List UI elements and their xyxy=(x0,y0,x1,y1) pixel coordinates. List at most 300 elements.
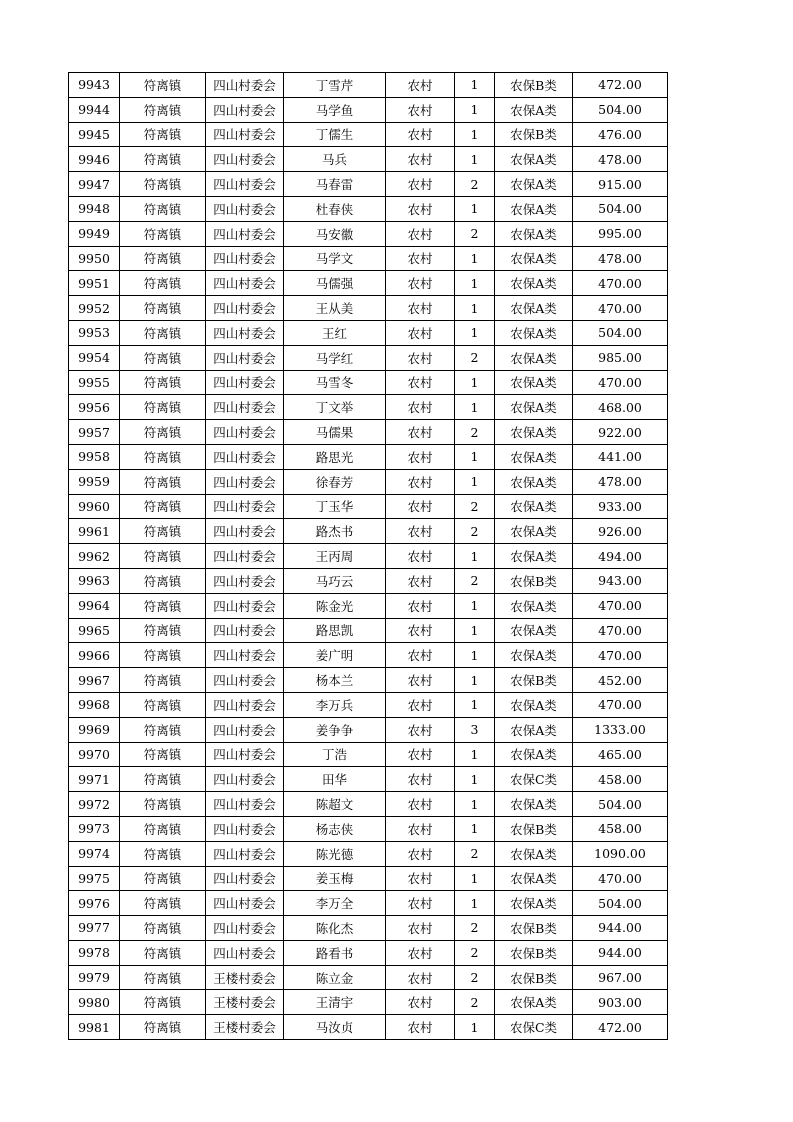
area-type-cell: 农村 xyxy=(386,494,455,519)
row-number-cell: 9945 xyxy=(69,122,120,147)
insurance-category-cell: 农保B类 xyxy=(495,73,573,98)
village-committee-cell: 四山村委会 xyxy=(206,544,284,569)
village-committee-cell: 四山村委会 xyxy=(206,395,284,420)
table-row xyxy=(69,296,668,321)
row-number-cell: 9962 xyxy=(69,544,120,569)
household-count-cell: 1 xyxy=(455,271,495,296)
household-count-cell: 1 xyxy=(455,891,495,916)
village-committee-cell: 四山村委会 xyxy=(206,668,284,693)
area-type-cell: 农村 xyxy=(386,73,455,98)
village-committee-cell: 四山村委会 xyxy=(206,221,284,246)
row-number-cell: 9952 xyxy=(69,296,120,321)
name-cell: 马巧云 xyxy=(284,568,386,593)
area-type-cell: 农村 xyxy=(386,469,455,494)
area-type-cell: 农村 xyxy=(386,668,455,693)
table-row xyxy=(69,717,668,742)
name-cell: 路杰书 xyxy=(284,519,386,544)
village-committee-cell: 王楼村委会 xyxy=(206,990,284,1015)
town-cell: 符离镇 xyxy=(120,544,206,569)
household-count-cell: 1 xyxy=(455,544,495,569)
town-cell: 符离镇 xyxy=(120,345,206,370)
area-type-cell: 农村 xyxy=(386,618,455,643)
table-row xyxy=(69,221,668,246)
table-row xyxy=(69,122,668,147)
name-cell: 陈化杰 xyxy=(284,916,386,941)
amount-cell: 943.00 xyxy=(573,568,668,593)
insurance-category-cell: 农保B类 xyxy=(495,668,573,693)
table-row xyxy=(69,841,668,866)
area-type-cell: 农村 xyxy=(386,568,455,593)
area-type-cell: 农村 xyxy=(386,1015,455,1040)
insurance-category-cell: 农保A类 xyxy=(495,717,573,742)
household-count-cell: 1 xyxy=(455,147,495,172)
area-type-cell: 农村 xyxy=(386,147,455,172)
table-row xyxy=(69,568,668,593)
amount-cell: 967.00 xyxy=(573,965,668,990)
town-cell: 符离镇 xyxy=(120,891,206,916)
insurance-category-cell: 农保A类 xyxy=(495,792,573,817)
area-type-cell: 农村 xyxy=(386,296,455,321)
town-cell: 符离镇 xyxy=(120,643,206,668)
name-cell: 李万全 xyxy=(284,891,386,916)
table-row xyxy=(69,172,668,197)
town-cell: 符离镇 xyxy=(120,618,206,643)
table-row xyxy=(69,395,668,420)
insurance-category-cell: 农保B类 xyxy=(495,816,573,841)
household-count-cell: 1 xyxy=(455,122,495,147)
row-number-cell: 9975 xyxy=(69,866,120,891)
household-count-cell: 2 xyxy=(455,420,495,445)
row-number-cell: 9971 xyxy=(69,767,120,792)
area-type-cell: 农村 xyxy=(386,792,455,817)
row-number-cell: 9969 xyxy=(69,717,120,742)
household-count-cell: 1 xyxy=(455,668,495,693)
name-cell: 姜争争 xyxy=(284,717,386,742)
table-row xyxy=(69,940,668,965)
household-count-cell: 1 xyxy=(455,196,495,221)
village-committee-cell: 四山村委会 xyxy=(206,916,284,941)
insurance-category-cell: 农保A类 xyxy=(495,593,573,618)
village-committee-cell: 四山村委会 xyxy=(206,469,284,494)
insurance-category-cell: 农保A类 xyxy=(495,221,573,246)
amount-cell: 478.00 xyxy=(573,469,668,494)
row-number-cell: 9963 xyxy=(69,568,120,593)
village-committee-cell: 四山村委会 xyxy=(206,73,284,98)
row-number-cell: 9949 xyxy=(69,221,120,246)
household-count-cell: 3 xyxy=(455,717,495,742)
row-number-cell: 9957 xyxy=(69,420,120,445)
table-row xyxy=(69,494,668,519)
town-cell: 符离镇 xyxy=(120,320,206,345)
household-count-cell: 1 xyxy=(455,296,495,321)
table-row xyxy=(69,370,668,395)
town-cell: 符离镇 xyxy=(120,816,206,841)
household-count-cell: 1 xyxy=(455,816,495,841)
name-cell: 姜广明 xyxy=(284,643,386,668)
row-number-cell: 9972 xyxy=(69,792,120,817)
name-cell: 杨志侠 xyxy=(284,816,386,841)
village-committee-cell: 四山村委会 xyxy=(206,841,284,866)
amount-cell: 944.00 xyxy=(573,916,668,941)
name-cell: 徐春芳 xyxy=(284,469,386,494)
area-type-cell: 农村 xyxy=(386,742,455,767)
name-cell: 路看书 xyxy=(284,940,386,965)
area-type-cell: 农村 xyxy=(386,816,455,841)
amount-cell: 478.00 xyxy=(573,147,668,172)
area-type-cell: 农村 xyxy=(386,544,455,569)
table-row xyxy=(69,97,668,122)
household-count-cell: 1 xyxy=(455,618,495,643)
insurance-category-cell: 农保A类 xyxy=(495,196,573,221)
village-committee-cell: 王楼村委会 xyxy=(206,1015,284,1040)
household-count-cell: 2 xyxy=(455,221,495,246)
village-committee-cell: 四山村委会 xyxy=(206,568,284,593)
amount-cell: 470.00 xyxy=(573,370,668,395)
amount-cell: 1090.00 xyxy=(573,841,668,866)
area-type-cell: 农村 xyxy=(386,97,455,122)
town-cell: 符离镇 xyxy=(120,395,206,420)
table-row xyxy=(69,444,668,469)
name-cell: 马安徽 xyxy=(284,221,386,246)
village-committee-cell: 四山村委会 xyxy=(206,717,284,742)
table-row xyxy=(69,816,668,841)
household-count-cell: 2 xyxy=(455,916,495,941)
name-cell: 王清宇 xyxy=(284,990,386,1015)
name-cell: 丁儒生 xyxy=(284,122,386,147)
table-row xyxy=(69,320,668,345)
amount-cell: 922.00 xyxy=(573,420,668,445)
table-row xyxy=(69,792,668,817)
table-row xyxy=(69,469,668,494)
name-cell: 王红 xyxy=(284,320,386,345)
household-count-cell: 1 xyxy=(455,320,495,345)
insurance-category-cell: 农保A类 xyxy=(495,246,573,271)
area-type-cell: 农村 xyxy=(386,916,455,941)
row-number-cell: 9944 xyxy=(69,97,120,122)
row-number-cell: 9979 xyxy=(69,965,120,990)
table-row xyxy=(69,668,668,693)
area-type-cell: 农村 xyxy=(386,891,455,916)
row-number-cell: 9974 xyxy=(69,841,120,866)
insurance-category-cell: 农保A类 xyxy=(495,891,573,916)
village-committee-cell: 四山村委会 xyxy=(206,122,284,147)
insurance-category-cell: 农保A类 xyxy=(495,643,573,668)
amount-cell: 903.00 xyxy=(573,990,668,1015)
household-count-cell: 1 xyxy=(455,742,495,767)
name-cell: 马学红 xyxy=(284,345,386,370)
table-row xyxy=(69,420,668,445)
area-type-cell: 农村 xyxy=(386,370,455,395)
amount-cell: 470.00 xyxy=(573,692,668,717)
town-cell: 符离镇 xyxy=(120,990,206,1015)
area-type-cell: 农村 xyxy=(386,345,455,370)
village-committee-cell: 四山村委会 xyxy=(206,767,284,792)
insurance-category-cell: 农保A类 xyxy=(495,544,573,569)
row-number-cell: 9981 xyxy=(69,1015,120,1040)
amount-cell: 494.00 xyxy=(573,544,668,569)
village-committee-cell: 四山村委会 xyxy=(206,420,284,445)
row-number-cell: 9970 xyxy=(69,742,120,767)
row-number-cell: 9967 xyxy=(69,668,120,693)
household-count-cell: 1 xyxy=(455,643,495,668)
household-count-cell: 1 xyxy=(455,246,495,271)
name-cell: 田华 xyxy=(284,767,386,792)
name-cell: 马春雷 xyxy=(284,172,386,197)
amount-cell: 470.00 xyxy=(573,618,668,643)
town-cell: 符离镇 xyxy=(120,593,206,618)
area-type-cell: 农村 xyxy=(386,767,455,792)
amount-cell: 441.00 xyxy=(573,444,668,469)
name-cell: 路思光 xyxy=(284,444,386,469)
amount-cell: 926.00 xyxy=(573,519,668,544)
insurance-category-cell: 农保A类 xyxy=(495,320,573,345)
insurance-category-cell: 农保A类 xyxy=(495,370,573,395)
table-row xyxy=(69,916,668,941)
town-cell: 符离镇 xyxy=(120,494,206,519)
village-committee-cell: 四山村委会 xyxy=(206,296,284,321)
row-number-cell: 9946 xyxy=(69,147,120,172)
town-cell: 符离镇 xyxy=(120,444,206,469)
insurance-category-cell: 农保A类 xyxy=(495,172,573,197)
area-type-cell: 农村 xyxy=(386,196,455,221)
amount-cell: 504.00 xyxy=(573,320,668,345)
area-type-cell: 农村 xyxy=(386,395,455,420)
town-cell: 符离镇 xyxy=(120,668,206,693)
amount-cell: 465.00 xyxy=(573,742,668,767)
table-row xyxy=(69,742,668,767)
name-cell: 杨本兰 xyxy=(284,668,386,693)
row-number-cell: 9954 xyxy=(69,345,120,370)
row-number-cell: 9976 xyxy=(69,891,120,916)
table-row xyxy=(69,692,668,717)
town-cell: 符离镇 xyxy=(120,122,206,147)
household-count-cell: 1 xyxy=(455,370,495,395)
name-cell: 马兵 xyxy=(284,147,386,172)
insurance-category-cell: 农保A类 xyxy=(495,519,573,544)
table-row xyxy=(69,593,668,618)
village-committee-cell: 四山村委会 xyxy=(206,792,284,817)
village-committee-cell: 四山村委会 xyxy=(206,816,284,841)
table-row xyxy=(69,246,668,271)
insurance-category-cell: 农保A类 xyxy=(495,97,573,122)
household-count-cell: 2 xyxy=(455,568,495,593)
household-count-cell: 2 xyxy=(455,940,495,965)
village-committee-cell: 四山村委会 xyxy=(206,345,284,370)
town-cell: 符离镇 xyxy=(120,866,206,891)
table-row xyxy=(69,544,668,569)
name-cell: 丁浩 xyxy=(284,742,386,767)
household-count-cell: 2 xyxy=(455,494,495,519)
row-number-cell: 9973 xyxy=(69,816,120,841)
insurance-category-cell: 农保A类 xyxy=(495,271,573,296)
household-count-cell: 1 xyxy=(455,767,495,792)
insurance-category-cell: 农保C类 xyxy=(495,1015,573,1040)
table-row xyxy=(69,271,668,296)
row-number-cell: 9953 xyxy=(69,320,120,345)
amount-cell: 472.00 xyxy=(573,73,668,98)
table-row xyxy=(69,519,668,544)
village-committee-cell: 四山村委会 xyxy=(206,692,284,717)
name-cell: 王从美 xyxy=(284,296,386,321)
village-committee-cell: 四山村委会 xyxy=(206,866,284,891)
table-row xyxy=(69,345,668,370)
village-committee-cell: 四山村委会 xyxy=(206,97,284,122)
household-count-cell: 1 xyxy=(455,593,495,618)
table-row xyxy=(69,891,668,916)
row-number-cell: 9968 xyxy=(69,692,120,717)
town-cell: 符离镇 xyxy=(120,172,206,197)
amount-cell: 470.00 xyxy=(573,296,668,321)
table-row xyxy=(69,618,668,643)
town-cell: 符离镇 xyxy=(120,420,206,445)
amount-cell: 458.00 xyxy=(573,816,668,841)
row-number-cell: 9965 xyxy=(69,618,120,643)
area-type-cell: 农村 xyxy=(386,221,455,246)
town-cell: 符离镇 xyxy=(120,370,206,395)
town-cell: 符离镇 xyxy=(120,568,206,593)
household-count-cell: 1 xyxy=(455,792,495,817)
household-count-cell: 1 xyxy=(455,866,495,891)
household-count-cell: 1 xyxy=(455,97,495,122)
insurance-category-cell: 农保A类 xyxy=(495,866,573,891)
amount-cell: 504.00 xyxy=(573,891,668,916)
town-cell: 符离镇 xyxy=(120,792,206,817)
name-cell: 马儒强 xyxy=(284,271,386,296)
row-number-cell: 9964 xyxy=(69,593,120,618)
village-committee-cell: 王楼村委会 xyxy=(206,965,284,990)
name-cell: 陈金光 xyxy=(284,593,386,618)
name-cell: 丁玉华 xyxy=(284,494,386,519)
insurance-category-cell: 农保B类 xyxy=(495,940,573,965)
area-type-cell: 农村 xyxy=(386,841,455,866)
household-count-cell: 1 xyxy=(455,469,495,494)
table-row xyxy=(69,73,668,98)
area-type-cell: 农村 xyxy=(386,320,455,345)
household-count-cell: 2 xyxy=(455,172,495,197)
village-committee-cell: 四山村委会 xyxy=(206,271,284,296)
row-number-cell: 9951 xyxy=(69,271,120,296)
row-number-cell: 9977 xyxy=(69,916,120,941)
town-cell: 符离镇 xyxy=(120,841,206,866)
village-committee-cell: 四山村委会 xyxy=(206,147,284,172)
insurance-category-cell: 农保A类 xyxy=(495,147,573,172)
village-committee-cell: 四山村委会 xyxy=(206,320,284,345)
town-cell: 符离镇 xyxy=(120,940,206,965)
name-cell: 王丙周 xyxy=(284,544,386,569)
household-count-cell: 2 xyxy=(455,345,495,370)
row-number-cell: 9959 xyxy=(69,469,120,494)
row-number-cell: 9980 xyxy=(69,990,120,1015)
insurance-category-cell: 农保A类 xyxy=(495,345,573,370)
amount-cell: 478.00 xyxy=(573,246,668,271)
town-cell: 符离镇 xyxy=(120,246,206,271)
household-count-cell: 1 xyxy=(455,395,495,420)
name-cell: 路思凯 xyxy=(284,618,386,643)
area-type-cell: 农村 xyxy=(386,420,455,445)
name-cell: 杜春侠 xyxy=(284,196,386,221)
area-type-cell: 农村 xyxy=(386,519,455,544)
name-cell: 马汝贞 xyxy=(284,1015,386,1040)
amount-cell: 504.00 xyxy=(573,97,668,122)
area-type-cell: 农村 xyxy=(386,717,455,742)
amount-cell: 933.00 xyxy=(573,494,668,519)
insurance-category-cell: 农保A类 xyxy=(495,469,573,494)
area-type-cell: 农村 xyxy=(386,246,455,271)
amount-cell: 985.00 xyxy=(573,345,668,370)
town-cell: 符离镇 xyxy=(120,271,206,296)
area-type-cell: 农村 xyxy=(386,271,455,296)
town-cell: 符离镇 xyxy=(120,147,206,172)
name-cell: 马学文 xyxy=(284,246,386,271)
row-number-cell: 9955 xyxy=(69,370,120,395)
insurance-category-cell: 农保B类 xyxy=(495,568,573,593)
table-row xyxy=(69,643,668,668)
table-row xyxy=(69,147,668,172)
name-cell: 马儒果 xyxy=(284,420,386,445)
village-committee-cell: 四山村委会 xyxy=(206,643,284,668)
household-count-cell: 2 xyxy=(455,965,495,990)
name-cell: 马学鱼 xyxy=(284,97,386,122)
household-count-cell: 1 xyxy=(455,1015,495,1040)
area-type-cell: 农村 xyxy=(386,122,455,147)
row-number-cell: 9978 xyxy=(69,940,120,965)
name-cell: 陈光德 xyxy=(284,841,386,866)
amount-cell: 470.00 xyxy=(573,643,668,668)
town-cell: 符离镇 xyxy=(120,296,206,321)
name-cell: 丁雪芹 xyxy=(284,73,386,98)
town-cell: 符离镇 xyxy=(120,221,206,246)
insurance-category-cell: 农保A类 xyxy=(495,990,573,1015)
amount-cell: 1333.00 xyxy=(573,717,668,742)
insurance-category-cell: 农保A类 xyxy=(495,395,573,420)
row-number-cell: 9960 xyxy=(69,494,120,519)
amount-cell: 458.00 xyxy=(573,767,668,792)
row-number-cell: 9966 xyxy=(69,643,120,668)
town-cell: 符离镇 xyxy=(120,916,206,941)
name-cell: 陈立金 xyxy=(284,965,386,990)
village-committee-cell: 四山村委会 xyxy=(206,891,284,916)
amount-cell: 472.00 xyxy=(573,1015,668,1040)
insurance-category-cell: 农保B类 xyxy=(495,965,573,990)
table-body xyxy=(69,73,668,1040)
area-type-cell: 农村 xyxy=(386,643,455,668)
town-cell: 符离镇 xyxy=(120,519,206,544)
amount-cell: 470.00 xyxy=(573,593,668,618)
town-cell: 符离镇 xyxy=(120,97,206,122)
household-count-cell: 2 xyxy=(455,519,495,544)
insurance-category-cell: 农保A类 xyxy=(495,494,573,519)
area-type-cell: 农村 xyxy=(386,593,455,618)
amount-cell: 470.00 xyxy=(573,271,668,296)
household-count-cell: 1 xyxy=(455,73,495,98)
area-type-cell: 农村 xyxy=(386,965,455,990)
area-type-cell: 农村 xyxy=(386,172,455,197)
name-cell: 姜玉梅 xyxy=(284,866,386,891)
row-number-cell: 9943 xyxy=(69,73,120,98)
town-cell: 符离镇 xyxy=(120,717,206,742)
row-number-cell: 9948 xyxy=(69,196,120,221)
name-cell: 马雪冬 xyxy=(284,370,386,395)
insurance-category-cell: 农保A类 xyxy=(495,841,573,866)
row-number-cell: 9950 xyxy=(69,246,120,271)
village-committee-cell: 四山村委会 xyxy=(206,494,284,519)
town-cell: 符离镇 xyxy=(120,1015,206,1040)
insurance-category-cell: 农保A类 xyxy=(495,692,573,717)
amount-cell: 452.00 xyxy=(573,668,668,693)
household-count-cell: 1 xyxy=(455,444,495,469)
amount-cell: 476.00 xyxy=(573,122,668,147)
village-committee-cell: 四山村委会 xyxy=(206,618,284,643)
